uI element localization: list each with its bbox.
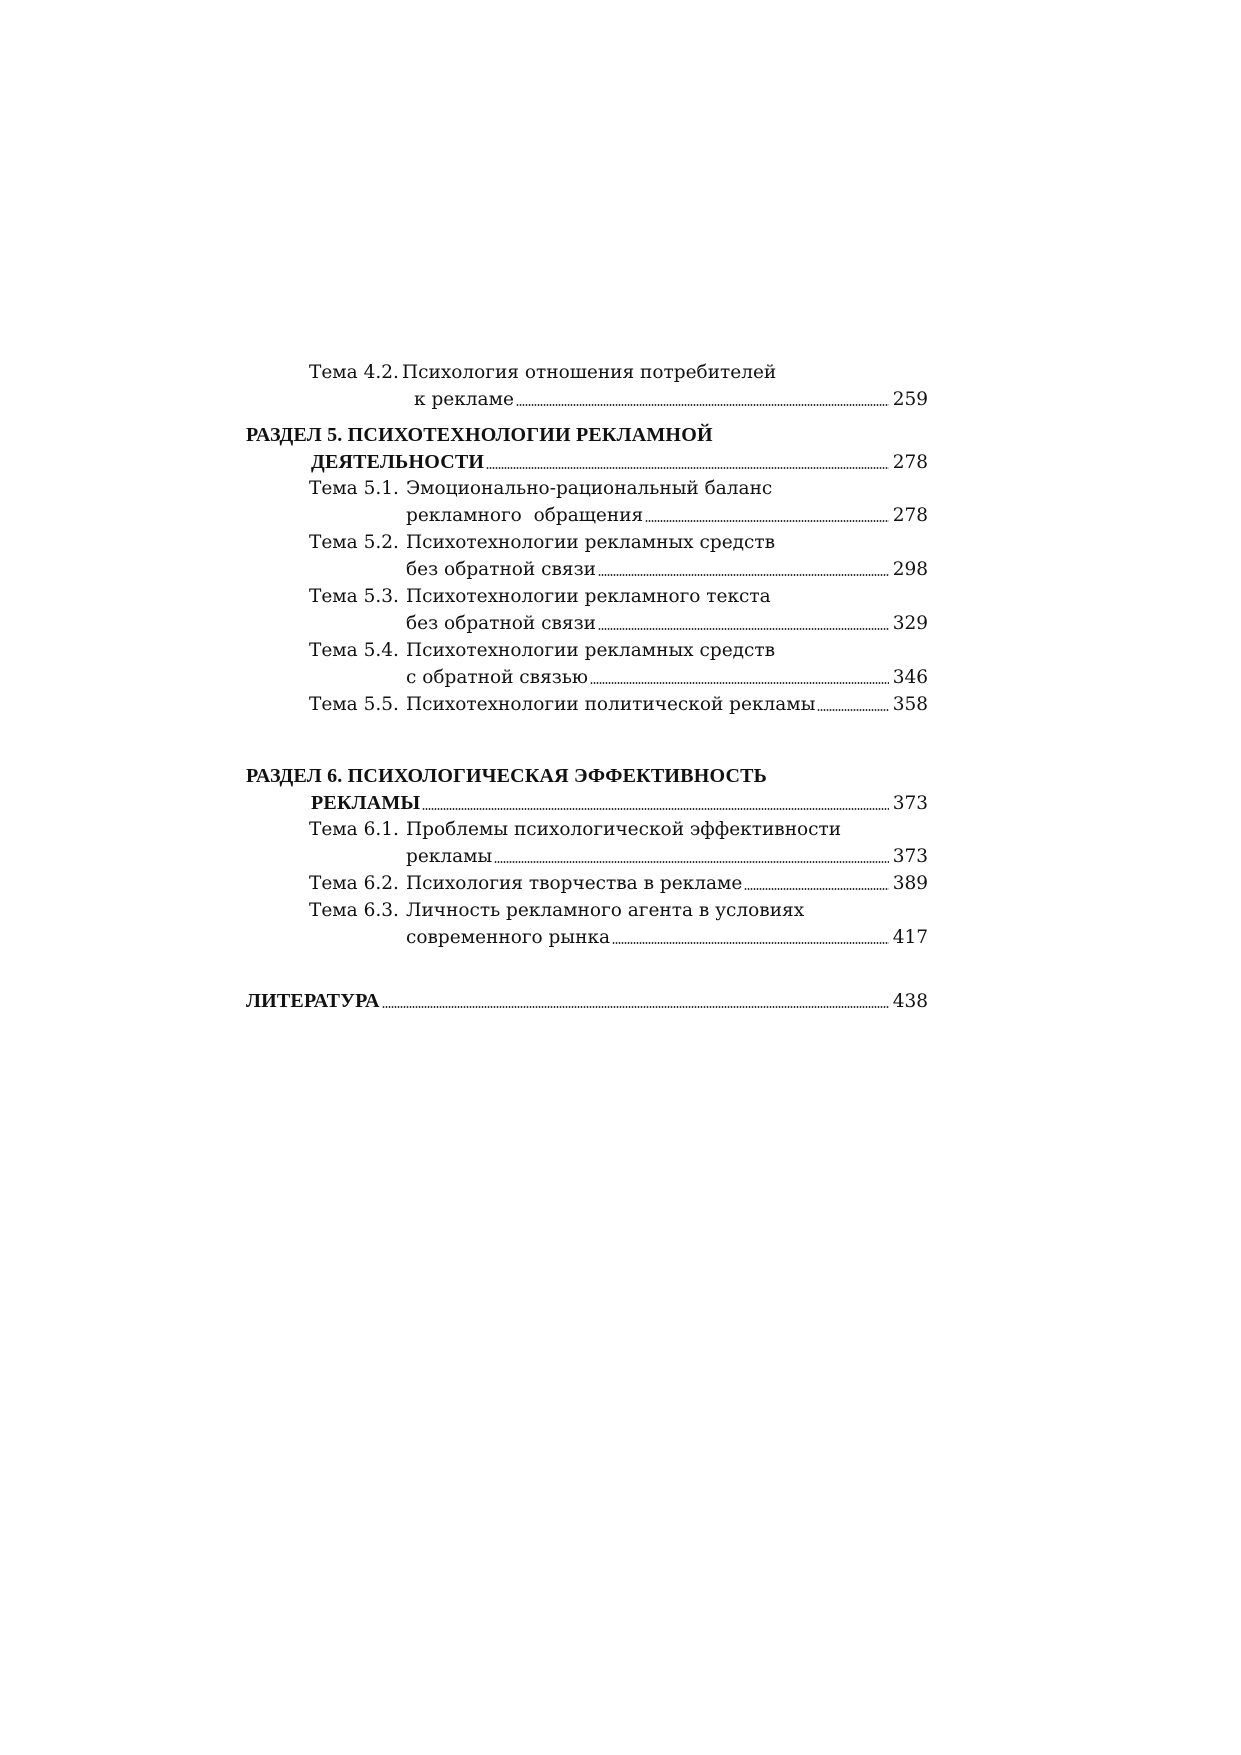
toc-entry-5-1-cont[interactable] — [0, 503, 1241, 529]
toc-number: Тема 5.4. — [309, 640, 399, 661]
toc-entry-5-5[interactable] — [0, 692, 1241, 718]
page-number: 358 — [892, 694, 928, 715]
toc-number: Тема 4.2. — [309, 362, 399, 383]
section-title: РАЗДЕЛ 5. ПСИХОТЕХНОЛОГИИ РЕКЛАМНОЙ — [246, 424, 713, 446]
toc-title: Психотехнологии политической рекламы — [406, 694, 816, 715]
page-number: 373 — [892, 846, 928, 867]
toc-number: Тема 5.5. — [309, 694, 399, 715]
section-title-continuation: ДЕЯТЕЛЬНОСТИ — [311, 451, 485, 473]
toc-number: Тема 5.1. — [309, 478, 399, 499]
dot-leader — [598, 574, 889, 576]
toc-entry-5-3[interactable] — [0, 584, 1241, 610]
toc-number: Тема 6.2. — [309, 873, 399, 894]
dot-leader — [494, 861, 888, 863]
dot-leader — [382, 1006, 889, 1008]
toc-entry-5-4-cont[interactable] — [0, 665, 1241, 691]
page-number: 389 — [892, 873, 928, 894]
dot-leader — [645, 520, 888, 522]
toc-title-continuation: рекламного обращения — [406, 505, 644, 526]
page-number: 298 — [892, 559, 928, 580]
toc-entry-6-3[interactable] — [0, 898, 1241, 924]
toc-title-continuation: современного рынка — [406, 927, 611, 948]
toc-entry-6-1-cont[interactable] — [0, 844, 1241, 870]
toc-literature[interactable] — [0, 988, 1241, 1014]
toc-title-continuation: к рекламе — [414, 389, 514, 410]
toc-title-continuation: с обратной связью — [406, 667, 589, 688]
toc-entry-5-4[interactable] — [0, 638, 1241, 664]
section-title: РАЗДЕЛ 6. ПСИХОЛОГИЧЕСКАЯ ЭФФЕКТИВНОСТЬ — [246, 765, 768, 787]
dot-leader — [744, 888, 888, 890]
toc-number: Тема 6.3. — [309, 900, 399, 921]
toc-title: Личность рекламного агента в условиях — [406, 900, 805, 921]
toc-section-6[interactable] — [0, 763, 1241, 789]
toc-title-continuation: без обратной связи — [406, 559, 596, 580]
page-number: 373 — [892, 793, 928, 814]
toc-section-5-cont[interactable] — [0, 449, 1241, 475]
toc-title: Психология отношения потребителей — [402, 362, 777, 383]
page-number: 278 — [892, 452, 928, 473]
dot-leader — [422, 808, 888, 810]
toc-entry-6-3-cont[interactable] — [0, 925, 1241, 951]
toc-title: Психотехнологии рекламных средств — [406, 532, 776, 553]
toc-entry-5-2-cont[interactable] — [0, 557, 1241, 583]
literature-title: ЛИТЕРАТУРА — [246, 990, 380, 1012]
page-number: 417 — [892, 927, 928, 948]
toc-entry-6-2[interactable] — [0, 871, 1241, 897]
dot-leader — [817, 709, 888, 711]
page-number: 329 — [892, 613, 928, 634]
toc-number: Тема 6.1. — [309, 819, 399, 840]
toc-section-6-cont[interactable] — [0, 790, 1241, 816]
dot-leader — [486, 467, 889, 469]
toc-title-continuation: рекламы — [406, 846, 493, 867]
dot-leader — [516, 404, 889, 406]
toc-title: Проблемы психологической эффективности — [406, 819, 842, 840]
section-title-continuation: РЕКЛАМЫ — [311, 792, 421, 814]
toc-section-5[interactable] — [0, 422, 1241, 448]
toc-entry-5-2[interactable] — [0, 530, 1241, 556]
toc-entry-4-2-cont[interactable] — [0, 387, 1241, 413]
toc-number: Тема 5.3. — [309, 586, 399, 607]
page-number: 346 — [892, 667, 928, 688]
dot-leader — [612, 942, 889, 944]
toc-title: Психология творчества в рекламе — [406, 873, 743, 894]
toc-entry-5-1[interactable] — [0, 476, 1241, 502]
toc-entry-6-1[interactable] — [0, 817, 1241, 843]
toc-entry-4-2[interactable] — [0, 360, 1241, 386]
dot-leader — [598, 628, 889, 630]
toc-title: Эмоционально-рациональный баланс — [406, 478, 773, 499]
page-number: 278 — [892, 505, 928, 526]
toc-title: Психотехнологии рекламных средств — [406, 640, 776, 661]
dot-leader — [590, 682, 889, 684]
toc-title: Психотехнологии рекламного текста — [406, 586, 771, 607]
page-number: 438 — [892, 991, 928, 1012]
toc-number: Тема 5.2. — [309, 532, 399, 553]
page-number: 259 — [892, 389, 928, 410]
toc-entry-5-3-cont[interactable] — [0, 611, 1241, 637]
toc-title-continuation: без обратной связи — [406, 613, 596, 634]
